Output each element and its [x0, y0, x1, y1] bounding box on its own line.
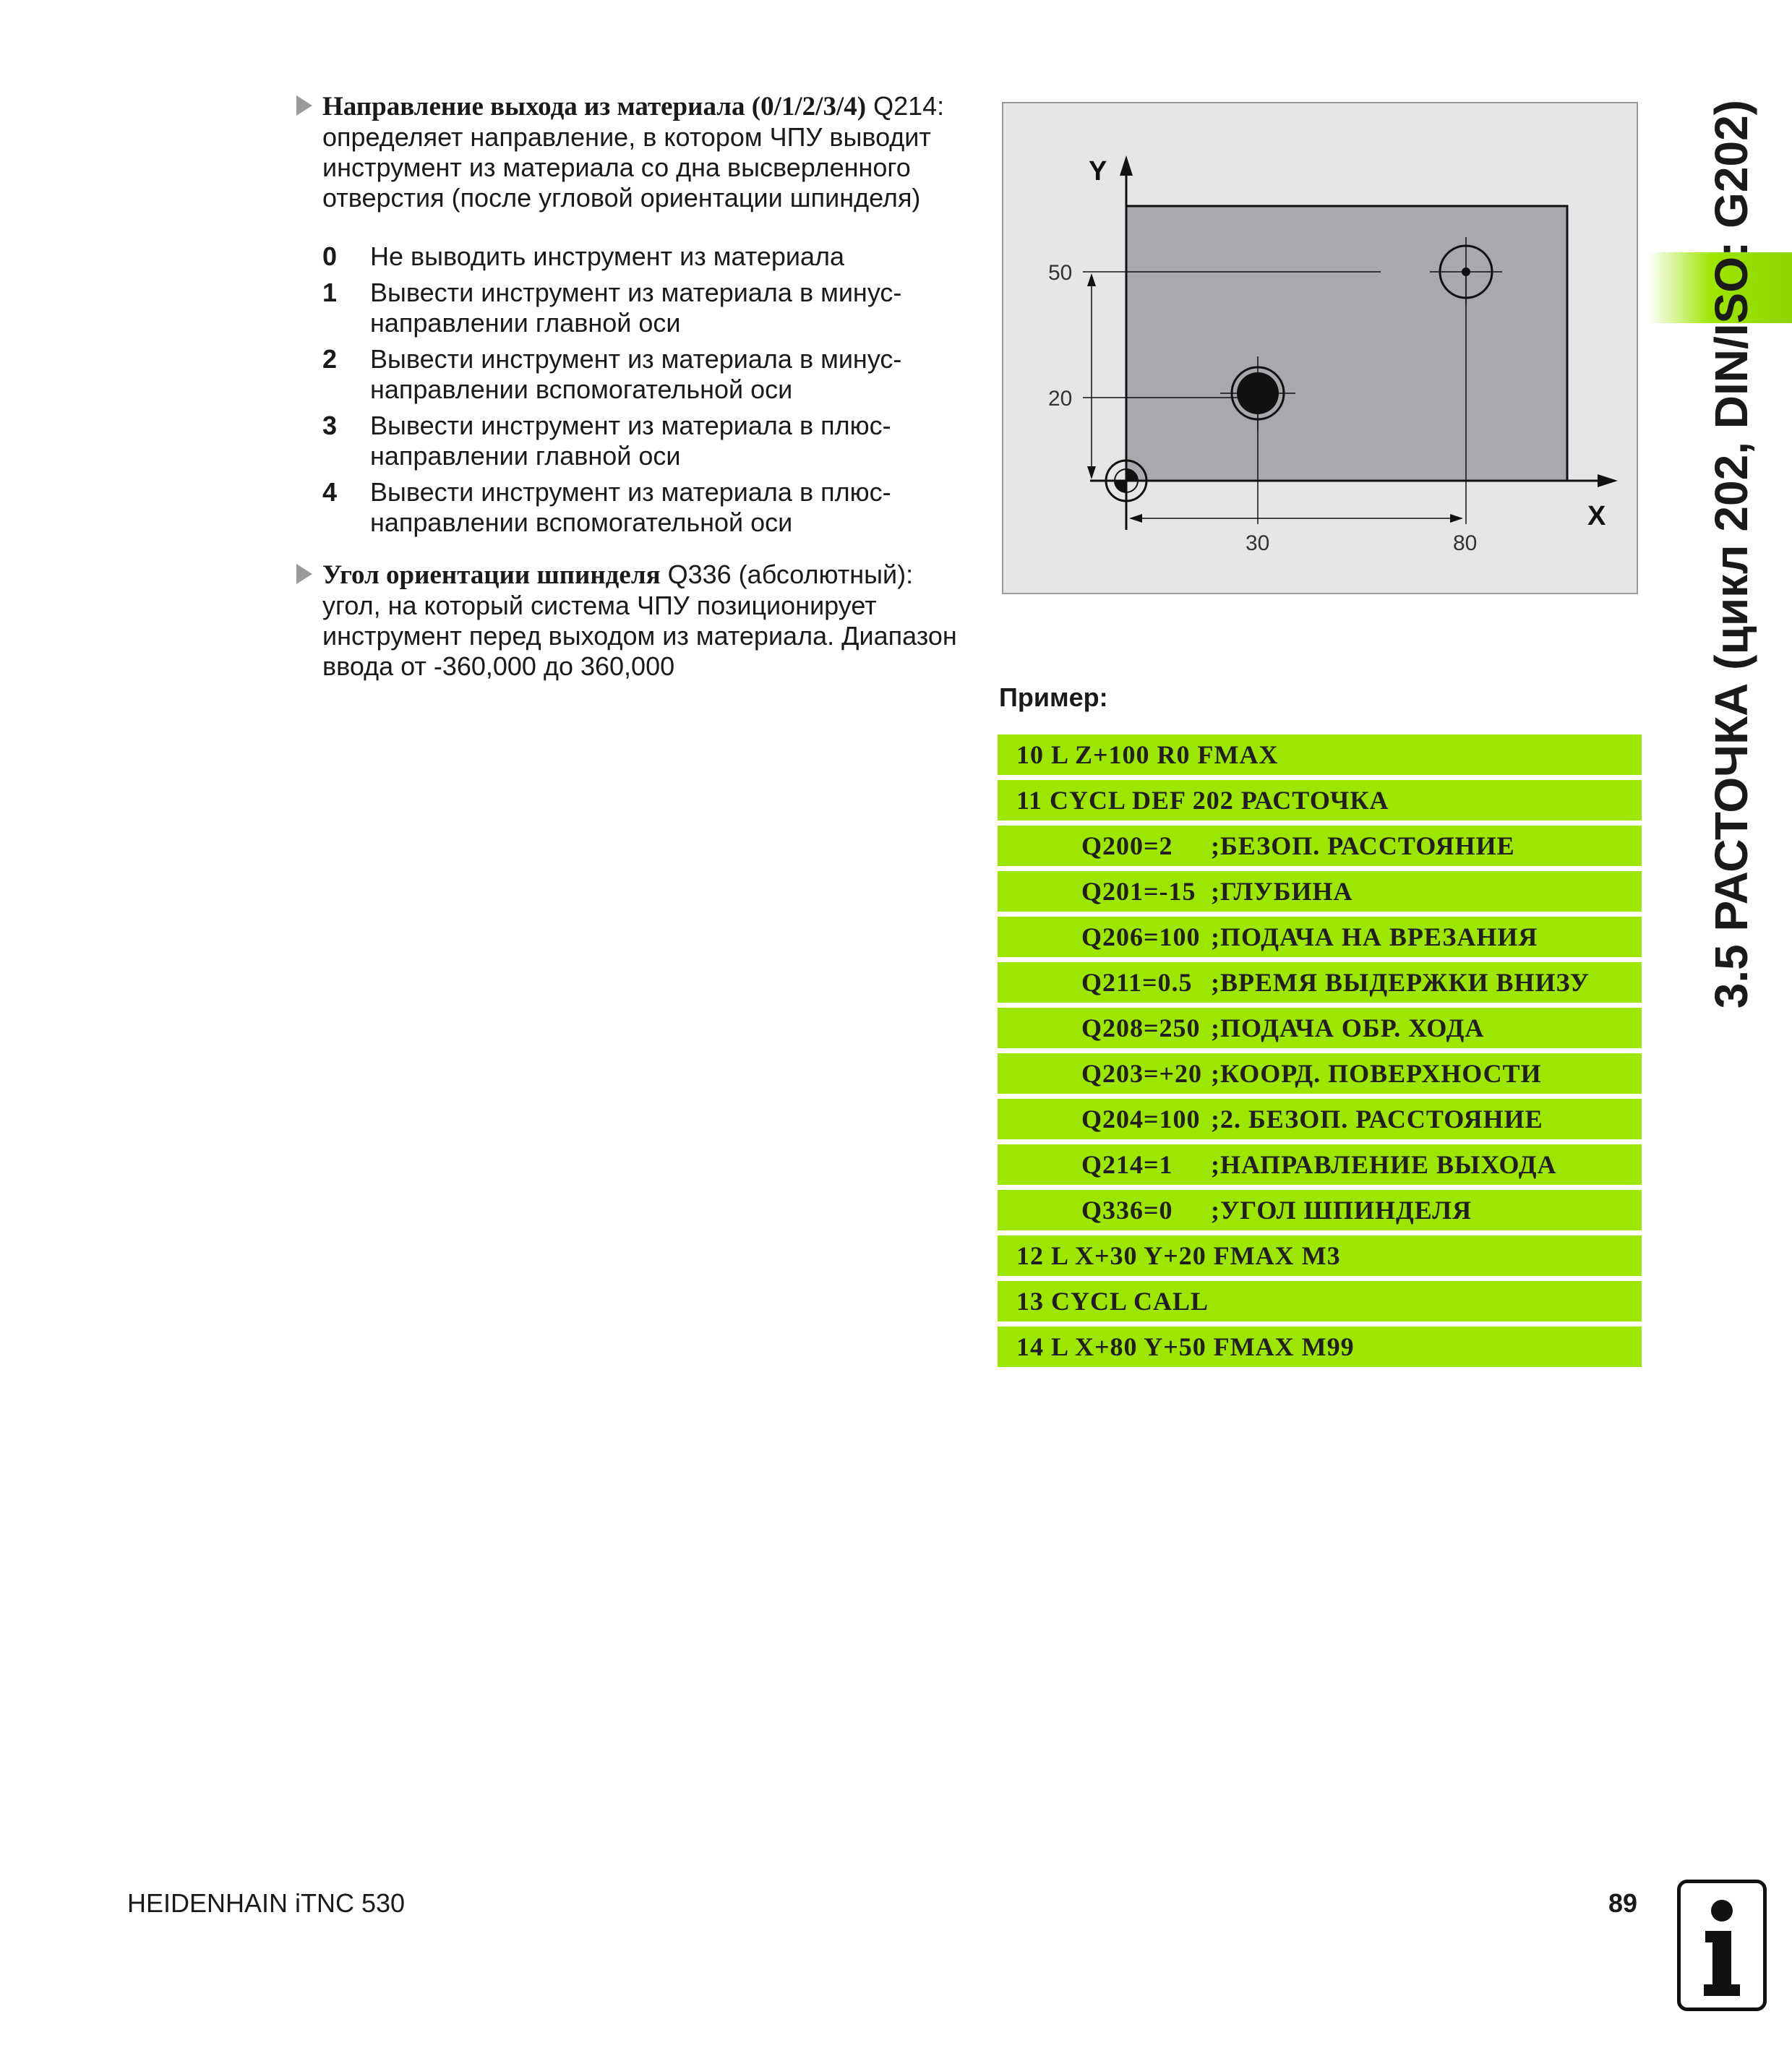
- option-number: 4: [322, 477, 338, 507]
- list-item: [322, 411, 973, 471]
- code-line: 14 L X+80 Y+50 FMAX M99: [998, 1327, 1642, 1367]
- parameter-name: Угол ориентации шпинделя: [322, 560, 661, 590]
- option-number: 0: [322, 241, 338, 271]
- code-line: Q208=250 ;ПОДАЧА ОБР. ХОДА: [998, 1008, 1642, 1048]
- tick-label: 50: [1048, 261, 1073, 285]
- code-line: 11 CYCL DEF 202 РАСТОЧКА: [998, 780, 1642, 821]
- example-label: Пример:: [999, 682, 1108, 712]
- list-item: [322, 477, 973, 538]
- parameter-code: Q214:: [866, 91, 945, 121]
- parameter-name: Направление выхода из материала (0/1/2/3/4): [322, 92, 867, 121]
- code-line: 10 L Z+100 R0 FMAX: [998, 734, 1642, 775]
- chapter-title: 3.5 РАСТОЧКА (цикл 202, DIN/ISO: G202): [1705, 100, 1757, 1009]
- list-item: [322, 344, 973, 405]
- option-list: [322, 241, 973, 544]
- option-number: 3: [322, 411, 338, 440]
- code-line: Q214=1 ;НАПРАВЛЕНИЕ ВЫХОДА: [998, 1144, 1642, 1185]
- option-text: Вывести инструмент из материала в минус-направлении вспомогательной оси: [370, 344, 902, 404]
- parameter-code: Q336 (абсолютный):: [660, 560, 914, 589]
- x-axis-label: X: [1587, 501, 1606, 531]
- code-line: Q203=+20 ;КООРД. ПОВЕРХНОСТИ: [998, 1053, 1642, 1094]
- code-block: [998, 734, 1642, 1372]
- y-axis-arrow: [1120, 155, 1133, 176]
- parameter-description: угол, на который система ЧПУ позиционирует инструмент перед выходом из материала. Диапазон ввода от -360,000 до 360,000: [322, 591, 957, 681]
- tick-label: 30: [1246, 531, 1270, 555]
- y-axis-label: Y: [1089, 156, 1107, 187]
- tick-label: 80: [1453, 531, 1478, 555]
- workpiece: [1126, 206, 1567, 481]
- page-number: 89: [1608, 1888, 1637, 1918]
- code-line: Q336=0 ;УГОЛ ШПИНДЕЛЯ: [998, 1190, 1642, 1230]
- parameter-q214: [296, 91, 969, 213]
- option-number: 2: [322, 344, 338, 374]
- code-line: Q211=0.5 ;ВРЕМЯ ВЫДЕРЖКИ ВНИЗУ: [998, 962, 1642, 1003]
- footer-product: HEIDENHAIN iTNC 530: [127, 1888, 406, 1918]
- parameter-q336: [296, 560, 969, 682]
- list-item: [322, 278, 973, 338]
- list-item: [322, 241, 973, 272]
- parameter-description: определяет направление, в котором ЧПУ выводит инструмент из материала со дна высверленного отверстия (после угловой ориентации шпинделя): [322, 122, 931, 213]
- option-number: 1: [322, 278, 338, 307]
- code-line: 12 L X+30 Y+20 FMAX M3: [998, 1235, 1642, 1276]
- code-line: Q204=100 ;2. БЕЗОП. РАССТОЯНИЕ: [998, 1099, 1642, 1139]
- x-axis-arrow: [1598, 474, 1618, 487]
- boring-diagram: [1002, 102, 1638, 594]
- option-text: Не выводить инструмент из материала: [370, 241, 845, 271]
- code-line: 13 CYCL CALL: [998, 1281, 1642, 1321]
- code-line: Q206=100 ;ПОДАЧА НА ВРЕЗАНИЯ: [998, 917, 1642, 957]
- triangle-right-icon: [296, 564, 312, 584]
- option-text: Вывести инструмент из материала в минус-направлении главной оси: [370, 278, 902, 338]
- triangle-right-icon: [296, 95, 312, 116]
- info-icon[interactable]: [1677, 1880, 1767, 2011]
- option-text: Вывести инструмент из материала в плюс-направлении главной оси: [370, 411, 891, 471]
- code-line: Q200=2 ;БЕЗОП. РАССТОЯНИЕ: [998, 826, 1642, 866]
- tick-label: 20: [1048, 387, 1073, 411]
- code-line: Q201=-15 ;ГЛУБИНА: [998, 871, 1642, 912]
- option-text: Вывести инструмент из материала в плюс-направлении вспомогательной оси: [370, 477, 891, 537]
